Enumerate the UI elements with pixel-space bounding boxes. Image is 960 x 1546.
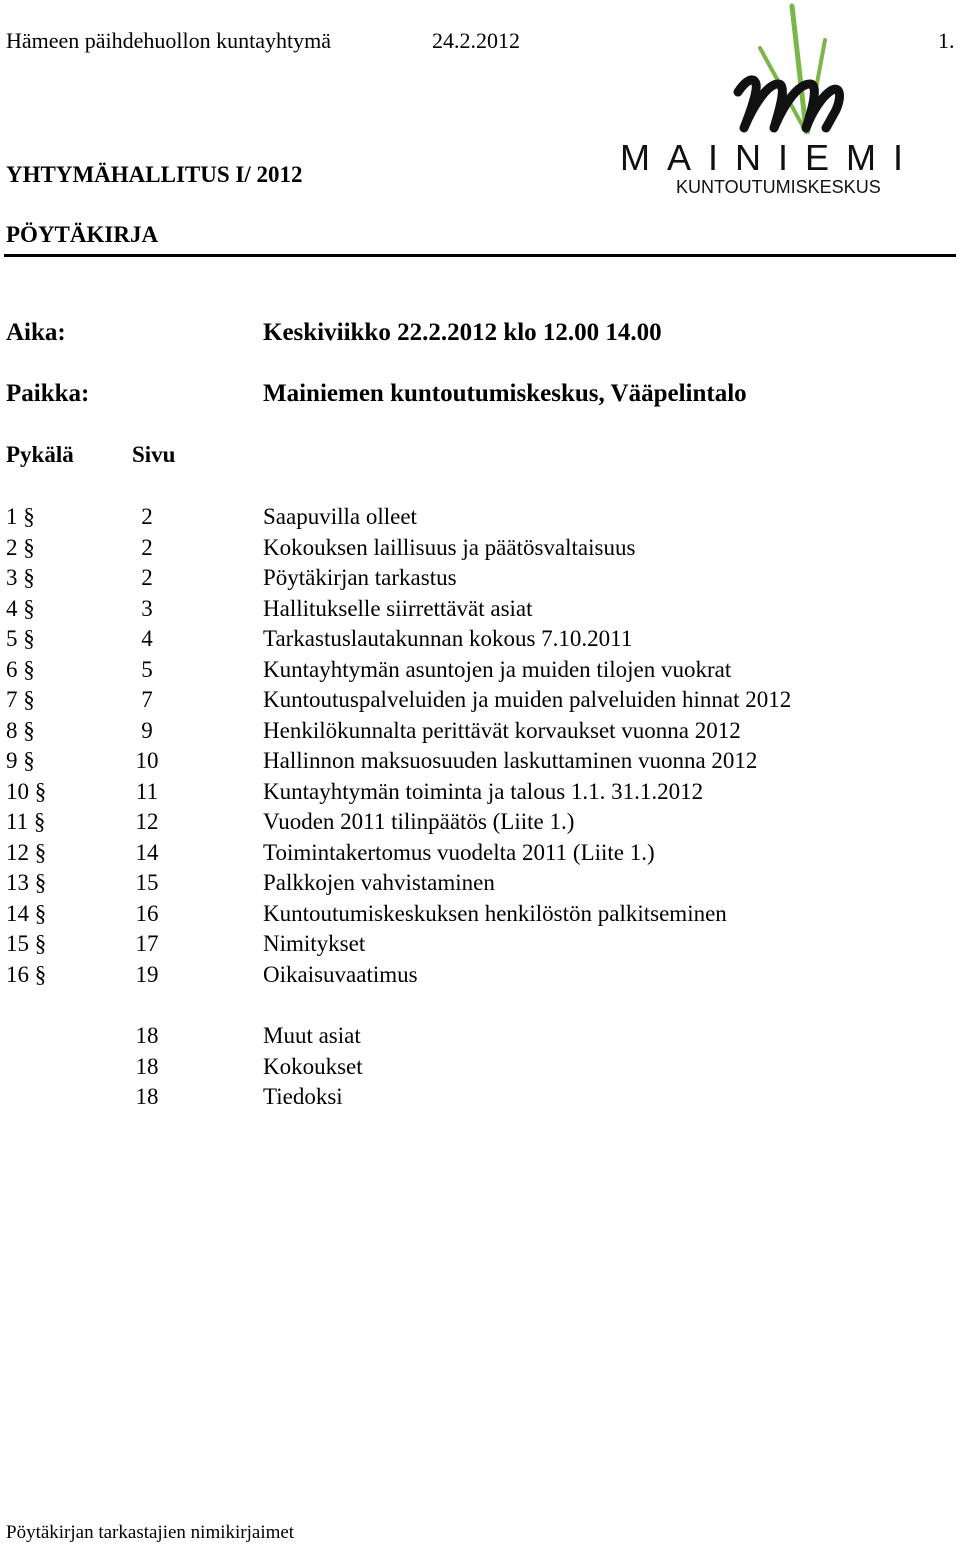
place-value: Mainiemen kuntoutumiskeskus, Vääpelintalo: [263, 380, 747, 407]
item-subject: Henkilökunnalta perittävät korvaukset vuonna 2012: [263, 718, 741, 743]
page-ref: 4: [141, 626, 153, 651]
item-subject: Hallitukselle siirrettävät asiat: [263, 596, 533, 621]
organization-name: Hämeen päihdehuollon kuntayhtymä: [6, 28, 332, 53]
agenda-item: [0, 657, 960, 687]
item-subject: Tarkastuslautakunnan kokous 7.10.2011: [263, 626, 633, 651]
page-ref: 3: [141, 596, 153, 621]
document-type: PÖYTÄKIRJA: [6, 222, 159, 247]
section-number: 6 §: [6, 657, 35, 682]
time-label: Aika:: [6, 319, 66, 346]
page-ref: 7: [141, 687, 153, 712]
agenda-item: [0, 840, 960, 870]
item-subject: Tiedoksi: [263, 1084, 343, 1109]
section-number: 4 §: [6, 596, 35, 621]
page-ref: 12: [135, 809, 159, 834]
logo-wordmark: MAINIEMI: [620, 137, 921, 178]
section-number: 7 §: [6, 687, 35, 712]
page-ref: 2: [141, 565, 153, 590]
agenda-item: [0, 565, 960, 595]
page-ref: 18: [135, 1023, 159, 1048]
page-ref: 10: [135, 748, 159, 773]
item-subject: Kokoukset: [263, 1054, 363, 1079]
time-value: Keskiviikko 22.2.2012 klo 12.00 14.00: [263, 319, 662, 346]
extra-item: [0, 1054, 960, 1084]
agenda-item: [0, 504, 960, 534]
column-header-page: Sivu: [132, 442, 176, 467]
page-ref: 18: [135, 1054, 159, 1079]
section-number: 2 §: [6, 535, 35, 560]
page-ref: 18: [135, 1084, 159, 1109]
item-subject: Kuntayhtymän toiminta ja talous 1.1. 31.1.2012: [263, 779, 704, 804]
section-number: 10 §: [6, 779, 47, 804]
section-number: 1 §: [6, 504, 35, 529]
document-date: 24.2.2012: [432, 28, 520, 53]
item-subject: Saapuvilla olleet: [263, 504, 417, 529]
page-ref: 16: [135, 901, 159, 926]
page-number: 1.: [938, 28, 955, 53]
item-subject: Kuntoutuspalveluiden ja muiden palveluiden hinnat 2012: [263, 687, 792, 712]
mainiemi-logo-mark: [620, 0, 940, 200]
item-subject: Muut asiat: [263, 1023, 361, 1048]
section-number: 3 §: [6, 565, 35, 590]
page-ref: 11: [135, 779, 159, 804]
item-subject: Palkkojen vahvistaminen: [263, 870, 495, 895]
section-number: 14 §: [6, 901, 47, 926]
agenda-item: [0, 870, 960, 900]
header-divider: [4, 254, 956, 257]
item-subject: Nimitykset: [263, 931, 366, 956]
agenda-item: [0, 962, 960, 992]
agenda-item: [0, 748, 960, 778]
page-ref: 17: [135, 931, 159, 956]
extra-item: [0, 1084, 960, 1114]
item-subject: Kokouksen laillisuus ja päätösvaltaisuus: [263, 535, 636, 560]
section-number: 12 §: [6, 840, 47, 865]
section-number: 15 §: [6, 931, 47, 956]
page-ref: 19: [135, 962, 159, 987]
page-ref: 2: [141, 535, 153, 560]
item-subject: Pöytäkirjan tarkastus: [263, 565, 457, 590]
item-subject: Toimintakertomus vuodelta 2011 (Liite 1.): [263, 840, 655, 865]
item-subject: Kuntoutumiskeskuksen henkilöstön palkitseminen: [263, 901, 727, 926]
section-number: 9 §: [6, 748, 35, 773]
footer-initials-note: Pöytäkirjan tarkastajien nimikirjaimet: [6, 1522, 295, 1543]
page-ref: 14: [135, 840, 159, 865]
extra-item: [0, 1023, 960, 1053]
agenda-item: [0, 901, 960, 931]
section-number: 5 §: [6, 626, 35, 651]
mainiemi-logo: [620, 0, 940, 200]
section-number: 8 §: [6, 718, 35, 743]
section-number: 16 §: [6, 962, 47, 987]
item-subject: Kuntayhtymän asuntojen ja muiden tilojen vuokrat: [263, 657, 732, 682]
agenda-item: [0, 779, 960, 809]
column-header-section: Pykälä: [6, 442, 74, 467]
page-ref: 15: [135, 870, 159, 895]
agenda-item: [0, 535, 960, 565]
item-subject: Vuoden 2011 tilinpäätös (Liite 1.): [263, 809, 575, 834]
agenda-item: [0, 809, 960, 839]
page-ref: 9: [141, 718, 153, 743]
document-heading: YHTYMÄHALLITUS I/ 2012: [6, 162, 303, 187]
item-subject: Oikaisuvaatimus: [263, 962, 418, 987]
page-ref: 2: [141, 504, 153, 529]
page-ref: 5: [141, 657, 153, 682]
item-subject: Hallinnon maksuosuuden laskuttaminen vuonna 2012: [263, 748, 758, 773]
logo-subtitle: KUNTOUTUMISKESKUS: [676, 177, 881, 197]
agenda-item: [0, 626, 960, 656]
section-number: 13 §: [6, 870, 47, 895]
agenda-item: [0, 931, 960, 961]
agenda-item: [0, 718, 960, 748]
place-label: Paikka:: [6, 380, 90, 407]
section-number: 11 §: [6, 809, 46, 834]
agenda-item: [0, 687, 960, 717]
agenda-item: [0, 596, 960, 626]
